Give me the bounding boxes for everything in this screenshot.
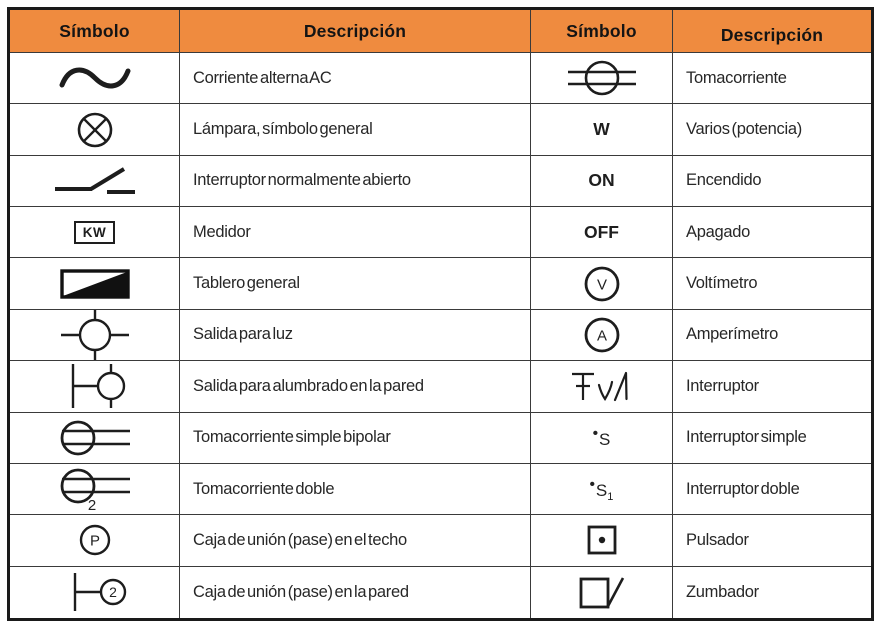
description-cell: [673, 515, 871, 566]
symbol-cell: [10, 361, 180, 412]
description-cell: [673, 207, 871, 258]
description-text: Tomacorriente: [686, 68, 787, 87]
header-descripcion-left: [180, 10, 531, 53]
double-switch-s1-icon: [590, 476, 614, 503]
symbol-cell: [531, 567, 673, 618]
light-outlet-icon: [55, 310, 135, 361]
description-cell: [673, 53, 871, 104]
symbol-cell: [10, 310, 180, 361]
dot-mark: •: [592, 425, 598, 443]
header-simbolo-left: [10, 10, 180, 53]
description-cell: [673, 464, 871, 515]
description-cell: [673, 104, 871, 155]
single-switch-s-icon: [593, 425, 611, 450]
symbol-cell: [10, 567, 180, 618]
symbol-cell: [10, 258, 180, 309]
description-cell: [180, 413, 531, 464]
header-label: Símbolo: [59, 20, 130, 41]
socket-outlet-icon: [564, 55, 640, 101]
s-letter: S: [595, 480, 608, 500]
header-simbolo-right: [531, 10, 673, 53]
symbol-cell: [10, 413, 180, 464]
svg-text:2: 2: [87, 497, 96, 515]
description-text: Caja de unión (pase) en el techo: [193, 530, 407, 549]
symbol-cell: [531, 310, 673, 361]
description-text: Interruptor normalmente abierto: [193, 171, 411, 190]
symbols-table: [7, 7, 874, 621]
description-cell: [673, 310, 871, 361]
description-cell: [673, 361, 871, 412]
panel-board-icon: [59, 268, 131, 300]
description-text: Caja de unión (pase) en la pared: [193, 582, 409, 601]
svg-text:V: V: [596, 276, 607, 294]
description-cell: [180, 310, 531, 361]
ac-sine-icon: [55, 58, 135, 98]
description-text: Tomacorriente doble: [193, 479, 335, 498]
open-switch-icon: [45, 160, 145, 202]
header-label: Símbolo: [566, 20, 637, 41]
description-cell: [673, 156, 871, 207]
description-text: Salida para alumbrado en la pared: [193, 376, 424, 395]
s-letter: S: [598, 430, 611, 450]
symbol-cell: [531, 53, 673, 104]
description-cell: [180, 207, 531, 258]
header-label: Descripción: [720, 24, 824, 45]
symbol-cell: [10, 207, 180, 258]
description-text: Voltímetro: [686, 274, 758, 293]
description-text: Pulsador: [686, 530, 749, 549]
watt-symbol: W: [593, 119, 610, 140]
symbol-cell: [10, 156, 180, 207]
symbol-cell: [10, 464, 180, 515]
description-text: Interruptor doble: [686, 479, 800, 498]
single-socket-icon: [52, 414, 138, 462]
svg-text:2: 2: [108, 584, 117, 601]
symbol-cell: [531, 515, 673, 566]
off-symbol: OFF: [584, 221, 619, 242]
description-text: Zumbador: [686, 582, 759, 601]
on-symbol: ON: [588, 170, 615, 191]
ceiling-junction-box-icon: [76, 521, 114, 559]
header-label: Descripción: [303, 20, 407, 41]
handwritten-switch-icon: [566, 365, 638, 407]
buzzer-icon: [574, 570, 630, 614]
description-cell: [180, 104, 531, 155]
voltmeter-icon: [581, 263, 623, 305]
description-cell: [180, 515, 531, 566]
description-text: Tomacorriente simple bipolar: [193, 428, 391, 447]
description-text: Lámpara, símbolo general: [193, 120, 373, 139]
symbol-cell: [531, 207, 673, 258]
description-text: Varios (potencia): [686, 120, 802, 139]
dot-mark: •: [589, 475, 595, 493]
description-cell: [180, 258, 531, 309]
s-subscript: 1: [607, 490, 614, 503]
header-descripcion-right: [673, 10, 871, 53]
lamp-icon: [73, 108, 117, 152]
description-cell: [180, 53, 531, 104]
wall-junction-box-icon: [53, 568, 137, 616]
description-text: Encendido: [686, 171, 762, 190]
description-cell: [180, 156, 531, 207]
description-text: Tablero general: [193, 274, 300, 293]
svg-text:A: A: [596, 327, 607, 345]
description-cell: [673, 413, 871, 464]
description-cell: [673, 567, 871, 618]
symbol-cell: [531, 413, 673, 464]
description-cell: [180, 464, 531, 515]
symbol-cell: [531, 361, 673, 412]
ammeter-icon: [581, 314, 623, 356]
description-text: Amperímetro: [686, 325, 779, 344]
pushbutton-icon: [584, 522, 620, 558]
svg-text:P: P: [89, 532, 100, 550]
double-socket-icon: [52, 464, 138, 514]
kw-meter-icon: KW: [74, 221, 116, 244]
symbol-cell: [10, 53, 180, 104]
symbol-cell: [531, 464, 673, 515]
description-text: Corriente alterna AC: [193, 68, 332, 87]
symbol-cell: [531, 156, 673, 207]
wall-light-outlet-icon: [55, 361, 135, 412]
description-text: Interruptor simple: [686, 428, 807, 447]
description-text: Medidor: [193, 222, 251, 241]
symbol-cell: [10, 104, 180, 155]
symbol-cell: [10, 515, 180, 566]
symbol-cell: [531, 104, 673, 155]
description-cell: [180, 567, 531, 618]
description-cell: [180, 361, 531, 412]
description-cell: [673, 258, 871, 309]
symbol-cell: [531, 258, 673, 309]
description-text: Salida para luz: [193, 325, 293, 344]
description-text: Apagado: [686, 222, 750, 241]
description-text: Interruptor: [686, 376, 759, 395]
